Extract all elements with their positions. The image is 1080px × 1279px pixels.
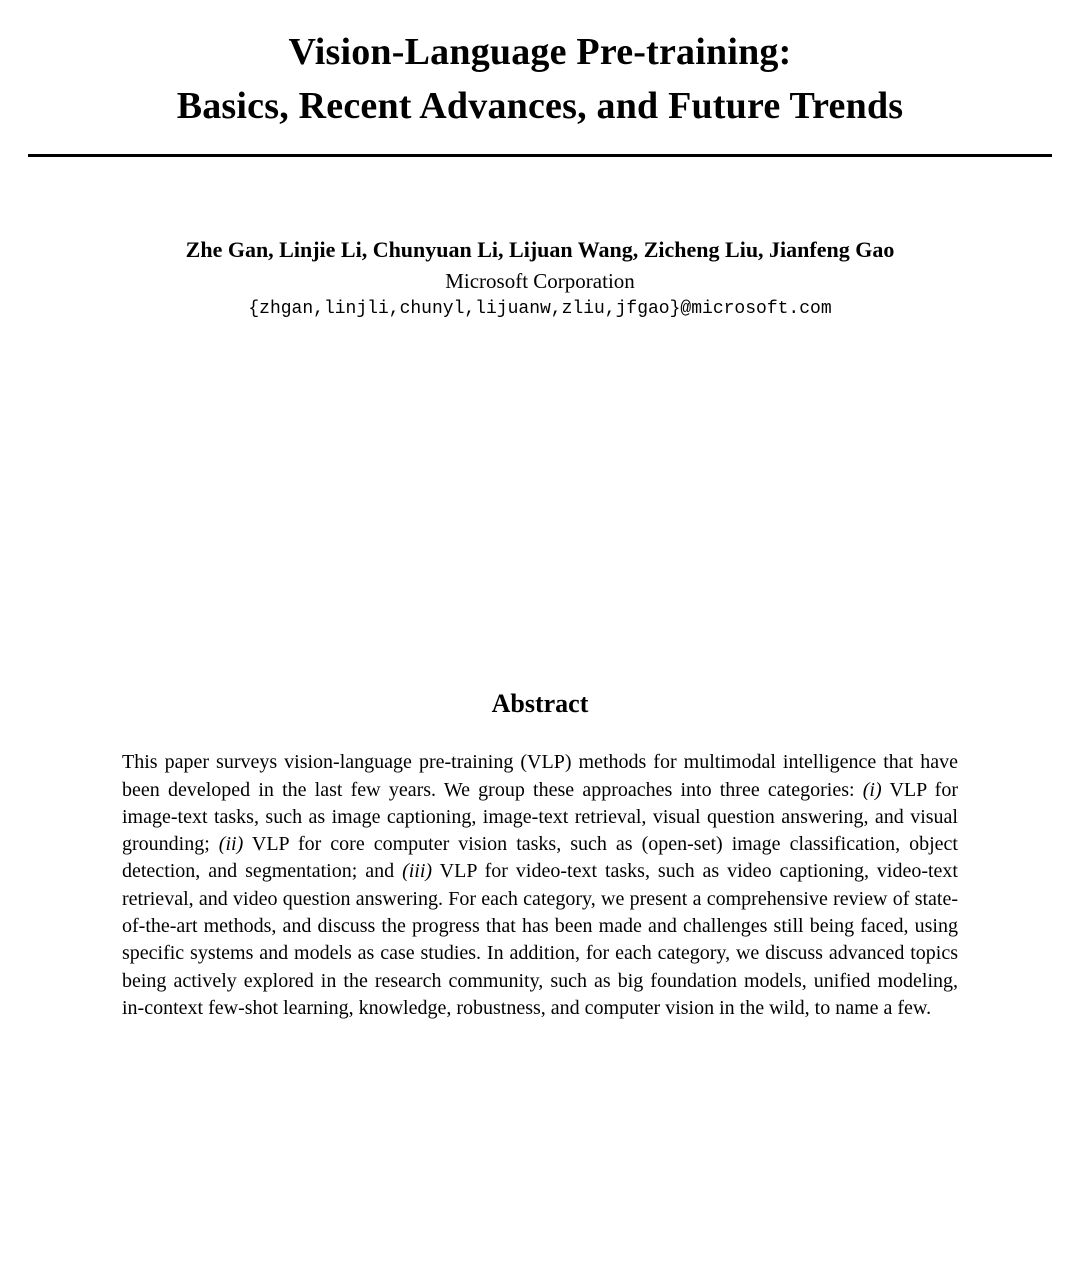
abstract-text-run: VLP for image-text tasks, such as image captioning, image-text retrieval, visual question answering, and visual grounding; — [122, 778, 959, 856]
paper-title-line1: Vision-Language Pre-training: — [288, 31, 792, 73]
abstract-italic-run: (i) — [862, 778, 882, 801]
abstract-text-run: VLP for video-text tasks, such as video captioning, video-text retrieval, and video question answering. For each category, we present a comprehensive review of state-of-the-art methods, and discuss the progress that has been made and challenges still being faced, using specific systems and models as case studies. In addition, for each category, we discuss advanced topics being actively explored in the research community, such as big foundation models, unified modeling, in-context few-shot learning, knowledge, robustness, and computer vision in the wild, to name a few. — [122, 860, 958, 1019]
paper-title — [0, 26, 1080, 134]
abstract-heading: Abstract — [491, 689, 589, 719]
abstract-italic-run: (iii) — [402, 860, 433, 883]
author-emails: {zhgan,linjli,chunyl,lijuanw,zliu,jfgao}@microsoft.com — [248, 298, 832, 319]
abstract-text — [122, 749, 958, 1022]
paper-title-line2: Basics, Recent Advances, and Future Trends — [176, 84, 904, 127]
affiliation: Microsoft Corporation — [445, 268, 635, 293]
abstract-italic-run: (ii) — [218, 833, 244, 856]
abstract-text-run: VLP for core computer vision tasks, such as (open-set) image classification, object detection, and segmentation; and — [122, 833, 958, 883]
author-list: Zhe Gan, Linjie Li, Chunyuan Li, Lijuan Wang, Zicheng Liu, Jianfeng Gao — [185, 236, 895, 262]
abstract-text-run: This paper surveys vision-language pre-training (VLP) methods for multimodal intelligence that have been developed in the last few years. We group these approaches into three categories: — [122, 751, 958, 801]
title-divider-rule — [28, 154, 1052, 157]
